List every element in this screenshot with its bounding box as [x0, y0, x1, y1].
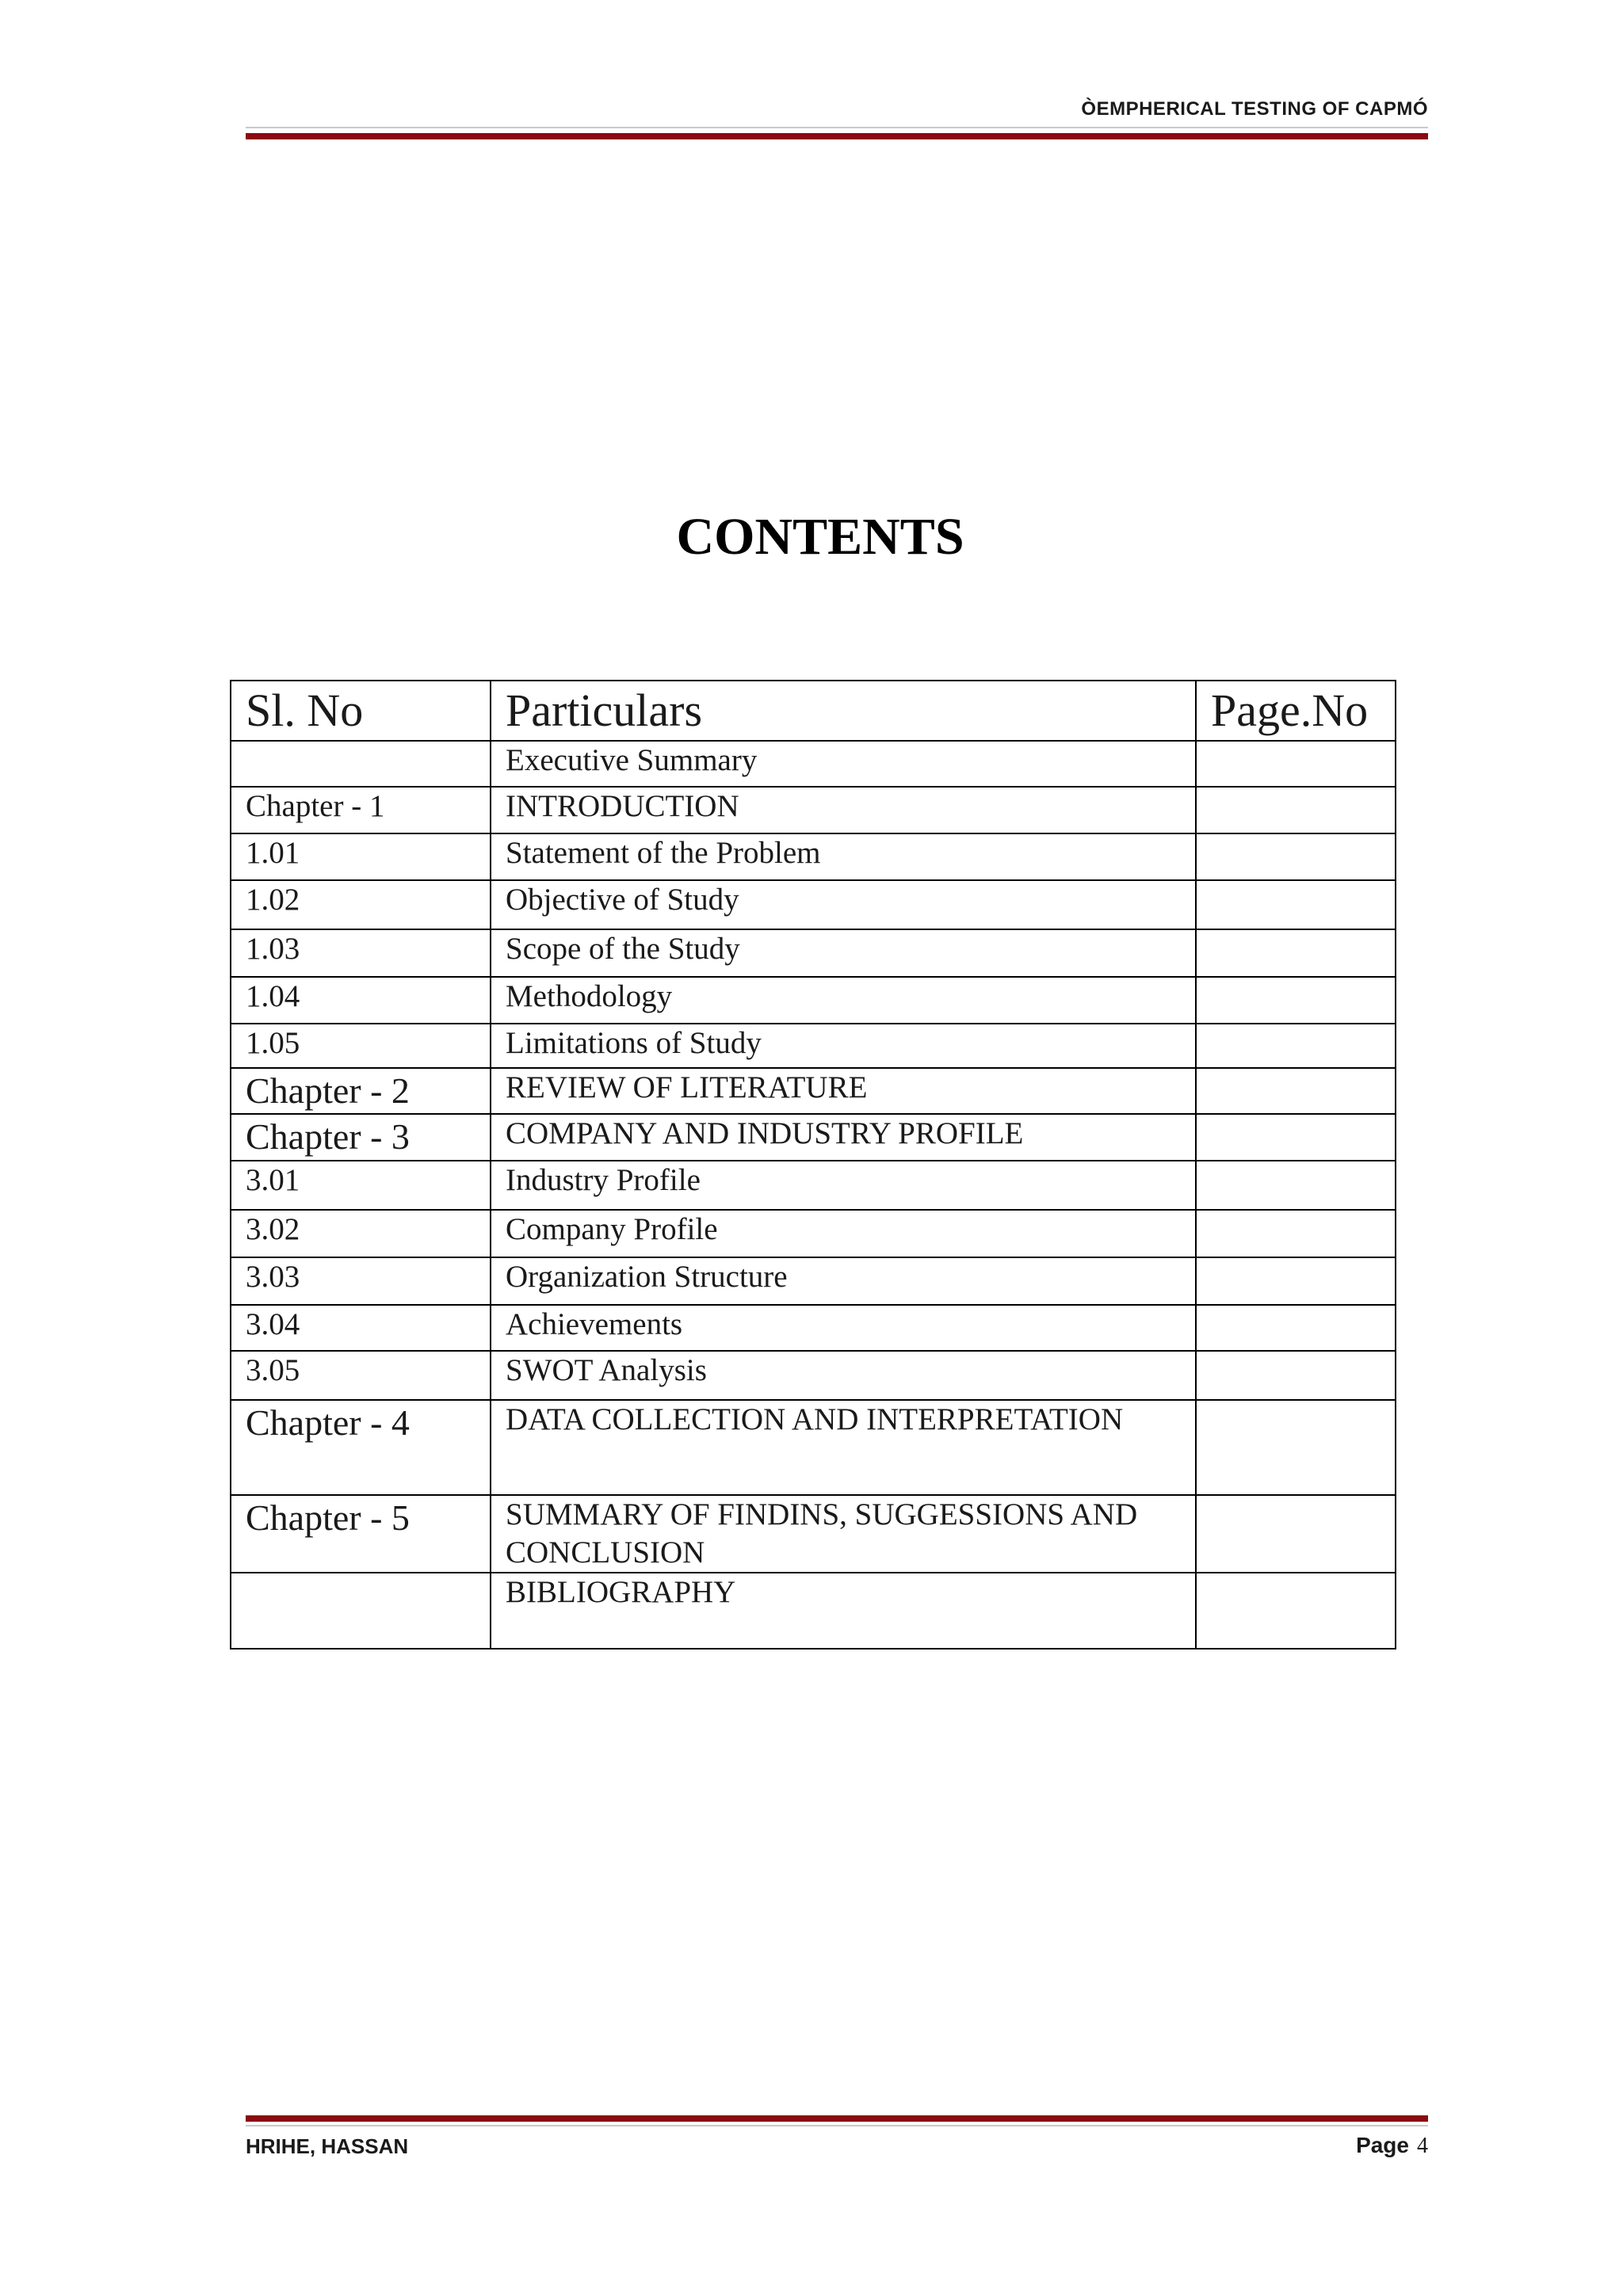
cell-sl-no: 1.04: [231, 977, 491, 1024]
cell-sl-no: Chapter - 1: [231, 787, 491, 833]
cell-sl-no: Chapter - 2: [231, 1068, 491, 1114]
cell-sl-no: 1.02: [231, 880, 491, 929]
running-header-title: ÒEMPHERICAL TESTING OF CAPMÓ: [1081, 98, 1428, 120]
table-row: [231, 1024, 1396, 1068]
cell-page-no: [1196, 1495, 1396, 1573]
cell-particulars: DATA COLLECTION AND INTERPRETATION: [491, 1400, 1196, 1495]
cell-page-no: [1196, 1068, 1396, 1114]
cell-particulars: BIBLIOGRAPHY: [491, 1573, 1196, 1649]
cell-particulars: INTRODUCTION: [491, 787, 1196, 833]
cell-page-no: [1196, 787, 1396, 833]
table-row: [231, 741, 1396, 787]
table-row: [231, 833, 1396, 880]
cell-particulars: Organization Structure: [491, 1257, 1196, 1305]
page-label: Page: [1356, 2133, 1409, 2157]
table-row: [231, 1400, 1396, 1495]
cell-sl-no: 3.04: [231, 1305, 491, 1351]
cell-particulars: REVIEW OF LITERATURE: [491, 1068, 1196, 1114]
cell-sl-no: [231, 1573, 491, 1649]
table-row: [231, 1305, 1396, 1351]
cell-particulars: Achievements: [491, 1305, 1196, 1351]
cell-particulars: Company Profile: [491, 1210, 1196, 1257]
table-row: [231, 1114, 1396, 1161]
cell-page-no: [1196, 1573, 1396, 1649]
cell-sl-no: Chapter - 3: [231, 1114, 491, 1161]
cell-sl-no: 3.05: [231, 1351, 491, 1400]
cell-particulars: Objective of Study: [491, 880, 1196, 929]
cell-sl-no: 3.03: [231, 1257, 491, 1305]
cell-page-no: [1196, 1114, 1396, 1161]
footer-page-indicator: [1356, 2133, 1428, 2159]
cell-particulars: SUMMARY OF FINDINS, SUGGESSIONS AND CONCLUSION: [491, 1495, 1196, 1573]
table-row: [231, 1068, 1396, 1114]
table-row: [231, 977, 1396, 1024]
cell-sl-no: Chapter - 4: [231, 1400, 491, 1495]
cell-particulars: Scope of the Study: [491, 929, 1196, 977]
cell-page-no: [1196, 1161, 1396, 1210]
cell-page-no: [1196, 1024, 1396, 1068]
table-row: [231, 1161, 1396, 1210]
table-row: [231, 787, 1396, 833]
header-accent-rule: [246, 133, 1428, 139]
table-row: [231, 1351, 1396, 1400]
header-page-no: Page.No: [1196, 681, 1396, 741]
page-number: 4: [1417, 2134, 1428, 2158]
table-row: [231, 1257, 1396, 1305]
table-header-row: [231, 681, 1396, 741]
table-row: [231, 1495, 1396, 1573]
table-row: [231, 1573, 1396, 1649]
cell-page-no: [1196, 977, 1396, 1024]
cell-page-no: [1196, 1351, 1396, 1400]
cell-sl-no: Chapter - 5: [231, 1495, 491, 1573]
cell-page-no: [1196, 1257, 1396, 1305]
table-row: [231, 880, 1396, 929]
cell-sl-no: 3.02: [231, 1210, 491, 1257]
cell-sl-no: 1.03: [231, 929, 491, 977]
page-title: CONTENTS: [676, 508, 964, 566]
cell-particulars: SWOT Analysis: [491, 1351, 1196, 1400]
cell-particulars: Statement of the Problem: [491, 833, 1196, 880]
footer-thin-rule: [246, 2125, 1428, 2126]
cell-page-no: [1196, 929, 1396, 977]
cell-particulars: COMPANY AND INDUSTRY PROFILE: [491, 1114, 1196, 1161]
header-particulars: Particulars: [491, 681, 1196, 741]
cell-page-no: [1196, 1210, 1396, 1257]
cell-page-no: [1196, 741, 1396, 787]
contents-table: [230, 680, 1396, 1650]
footer-accent-rule: [246, 2115, 1428, 2122]
cell-page-no: [1196, 833, 1396, 880]
table-row: [231, 1210, 1396, 1257]
cell-particulars: Executive Summary: [491, 741, 1196, 787]
cell-sl-no: 3.01: [231, 1161, 491, 1210]
header-sl-no: Sl. No: [231, 681, 491, 741]
cell-particulars: Limitations of Study: [491, 1024, 1196, 1068]
header-thin-rule: [246, 127, 1428, 128]
cell-page-no: [1196, 1400, 1396, 1495]
cell-particulars: Industry Profile: [491, 1161, 1196, 1210]
cell-page-no: [1196, 1305, 1396, 1351]
table-row: [231, 929, 1396, 977]
cell-page-no: [1196, 880, 1396, 929]
cell-sl-no: [231, 741, 491, 787]
cell-sl-no: 1.01: [231, 833, 491, 880]
cell-sl-no: 1.05: [231, 1024, 491, 1068]
cell-particulars: Methodology: [491, 977, 1196, 1024]
footer-author: HRIHE, HASSAN: [246, 2134, 409, 2158]
